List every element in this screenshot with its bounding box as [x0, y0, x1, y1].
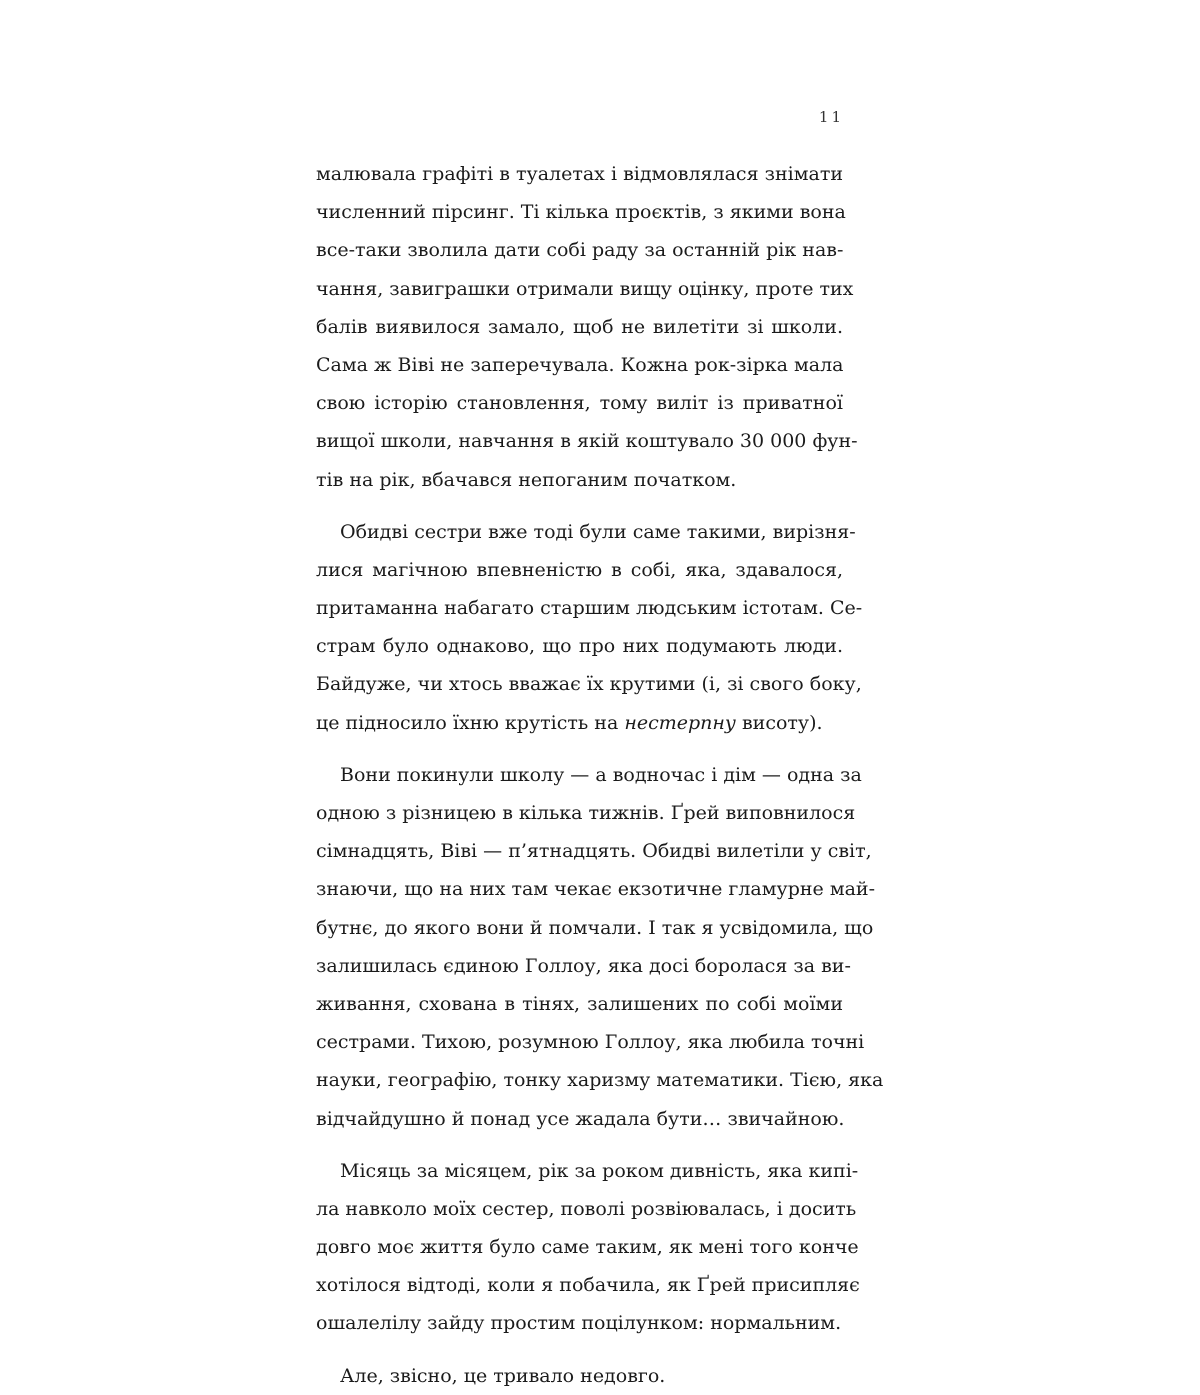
- text-line: лися магічною впевненістю в собі, яка, здавалося,: [316, 558, 843, 581]
- page-number: 11: [818, 108, 844, 126]
- text-line: науки, географію, тонку харизму математики. Тією, яка: [316, 1069, 884, 1092]
- text-fragment: висоту).: [735, 711, 823, 734]
- text-line: чання, завиграшки отримали вищу оцінку, проте тих: [316, 277, 854, 300]
- text-line: ошалелілу зайду простим поцілунком: нормальним.: [316, 1312, 842, 1335]
- text-line: ла навколо моїх сестер, поволі розвіювалась, і досить: [316, 1197, 857, 1220]
- text-line: страм було однаково, що про них подумають люди.: [316, 635, 843, 658]
- text-line: залишилась єдиною Голлоу, яка досі боролася за ви-: [316, 954, 851, 977]
- text-line: живання, схована в тінях, залишених по собі моїми: [316, 992, 843, 1015]
- text-fragment: це підносило їхню крутість на: [316, 711, 625, 734]
- text-line: сімнадцять, Віві — п’ятнадцять. Обидві вилетіли у світ,: [316, 840, 872, 863]
- text-line: притаманна набагато старшим людським істотам. Се-: [316, 597, 863, 620]
- text-line: одною з різницею в кілька тижнів. Ґрей виповнилося: [316, 802, 856, 824]
- text-line: знаючи, що на них там чекає екзотичне гламурне май-: [316, 878, 876, 901]
- text-line: Але, звісно, це тривало недовго.: [340, 1364, 666, 1387]
- text-line: бутнє, до якого вони й помчали. І так я усвідомила, що: [316, 916, 874, 939]
- text-line: тів на рік, вбачався непоганим початком.: [316, 468, 737, 491]
- text-line: відчайдушно й понад усе жадала бути… звичайною.: [316, 1107, 845, 1130]
- text-line: Місяць за місяцем, рік за роком дивність, яка кипі-: [340, 1159, 859, 1182]
- text-line: Сама ж Віві не заперечувала. Кожна рок-зірка мала: [316, 353, 844, 376]
- text-line: Байдуже, чи хтось вважає їх крутими (і, зі свого боку,: [316, 673, 862, 696]
- text-line: свою історію становлення, тому виліт із приватної: [316, 392, 843, 415]
- text-line: сестрами. Тихою, розумною Голлоу, яка любила точні: [316, 1031, 865, 1054]
- text-line: численний пірсинг. Ті кілька проєктів, з якими вона: [316, 201, 846, 224]
- text-line-with-italic: [316, 704, 843, 742]
- text-line: хотілося відтоді, коли я побачила, як Ґрей присипляє: [316, 1274, 860, 1297]
- text-line: все-таки зволила дати собі раду за останній рік нав-: [316, 239, 844, 262]
- text-line: довго моє життя було саме таким, як мені того конче: [316, 1236, 859, 1259]
- text-line: малювала графіті в туалетах і відмовлялася знімати: [316, 163, 843, 185]
- body-text: [316, 155, 884, 1395]
- text-line: Обидві сестри вже тоді були саме такими, вирізня-: [340, 520, 856, 543]
- text-line: Вони покинули школу — а водночас і дім — одна за: [340, 763, 862, 786]
- text-line: вищої школи, навчання в якій коштувало 30 000 фун-: [316, 430, 858, 453]
- italic-word: нестерпну: [624, 711, 736, 734]
- text-line: балів виявилося замало, щоб не вилетіти зі школи.: [316, 315, 843, 338]
